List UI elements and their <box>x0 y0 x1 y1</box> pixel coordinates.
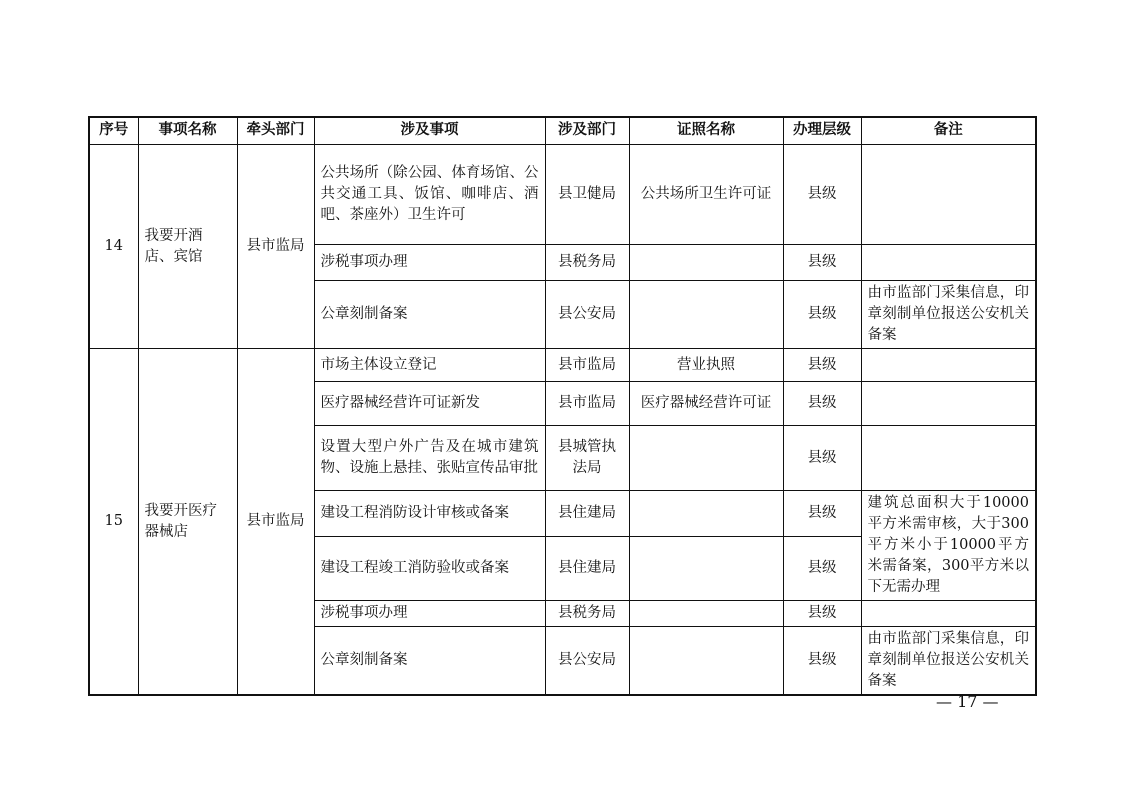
lead-dept-cell: 县市监局 <box>237 145 314 349</box>
license-name-cell <box>629 281 783 349</box>
header-cell: 备注 <box>861 117 1036 145</box>
level-cell: 县级 <box>783 536 861 600</box>
license-name-cell <box>629 426 783 491</box>
license-name-cell: 营业执照 <box>629 349 783 382</box>
involved-item-cell: 公章刻制备案 <box>314 281 545 349</box>
involved-item-cell: 市场主体设立登记 <box>314 349 545 382</box>
header-cell: 牵头部门 <box>237 117 314 145</box>
note-cell <box>861 382 1036 426</box>
level-cell: 县级 <box>783 491 861 537</box>
serial-number-cell: 14 <box>89 145 138 349</box>
note-cell: 由市监部门采集信息，印章刻制单位报送公安机关备案 <box>861 627 1036 696</box>
license-name-cell <box>629 245 783 281</box>
note-cell: 建筑总面积大于10000平方米需审核，大于300平方米小于10000平方米需备案，300平方米以下无需办理 <box>861 491 1036 601</box>
involved-dept-cell: 县城管执法局 <box>545 426 629 491</box>
involved-item-cell: 涉税事项办理 <box>314 601 545 627</box>
involved-dept-cell: 县住建局 <box>545 491 629 537</box>
involved-dept-cell: 县住建局 <box>545 536 629 600</box>
level-cell: 县级 <box>783 627 861 696</box>
header-cell: 涉及部门 <box>545 117 629 145</box>
matters-table <box>88 116 1037 696</box>
involved-dept-cell: 县税务局 <box>545 245 629 281</box>
table-row <box>89 349 1036 382</box>
lead-dept-cell: 县市监局 <box>237 349 314 696</box>
header-cell: 办理层级 <box>783 117 861 145</box>
level-cell: 县级 <box>783 145 861 245</box>
page-number: — 17 — <box>936 692 999 711</box>
header-cell: 证照名称 <box>629 117 783 145</box>
involved-item-cell: 涉税事项办理 <box>314 245 545 281</box>
level-cell: 县级 <box>783 601 861 627</box>
note-cell <box>861 349 1036 382</box>
involved-item-cell: 公章刻制备案 <box>314 627 545 696</box>
involved-item-cell: 公共场所（除公园、体育场馆、公共交通工具、饭馆、咖啡店、酒吧、茶座外）卫生许可 <box>314 145 545 245</box>
involved-dept-cell: 县卫健局 <box>545 145 629 245</box>
license-name-cell <box>629 601 783 627</box>
level-cell: 县级 <box>783 245 861 281</box>
note-cell <box>861 601 1036 627</box>
header-cell: 事项名称 <box>138 117 237 145</box>
involved-dept-cell: 县公安局 <box>545 627 629 696</box>
note-cell <box>861 145 1036 245</box>
matter-name-cell: 我要开酒店、宾馆 <box>138 145 237 349</box>
serial-number-cell: 15 <box>89 349 138 696</box>
involved-dept-cell: 县公安局 <box>545 281 629 349</box>
involved-dept-cell: 县市监局 <box>545 382 629 426</box>
level-cell: 县级 <box>783 281 861 349</box>
involved-item-cell: 建设工程竣工消防验收或备案 <box>314 536 545 600</box>
involved-item-cell: 设置大型户外广告及在城市建筑物、设施上悬挂、张贴宣传品审批 <box>314 426 545 491</box>
header-cell: 涉及事项 <box>314 117 545 145</box>
level-cell: 县级 <box>783 382 861 426</box>
note-cell: 由市监部门采集信息，印章刻制单位报送公安机关备案 <box>861 281 1036 349</box>
license-name-cell <box>629 536 783 600</box>
involved-item-cell: 建设工程消防设计审核或备案 <box>314 491 545 537</box>
license-name-cell: 医疗器械经营许可证 <box>629 382 783 426</box>
level-cell: 县级 <box>783 349 861 382</box>
note-cell <box>861 245 1036 281</box>
involved-dept-cell: 县税务局 <box>545 601 629 627</box>
license-name-cell: 公共场所卫生许可证 <box>629 145 783 245</box>
involved-dept-cell: 县市监局 <box>545 349 629 382</box>
involved-item-cell: 医疗器械经营许可证新发 <box>314 382 545 426</box>
table-row <box>89 145 1036 245</box>
license-name-cell <box>629 627 783 696</box>
matter-name-cell: 我要开医疗器械店 <box>138 349 237 696</box>
level-cell: 县级 <box>783 426 861 491</box>
header-row <box>89 117 1036 145</box>
note-cell <box>861 426 1036 491</box>
header-cell: 序号 <box>89 117 138 145</box>
license-name-cell <box>629 491 783 537</box>
